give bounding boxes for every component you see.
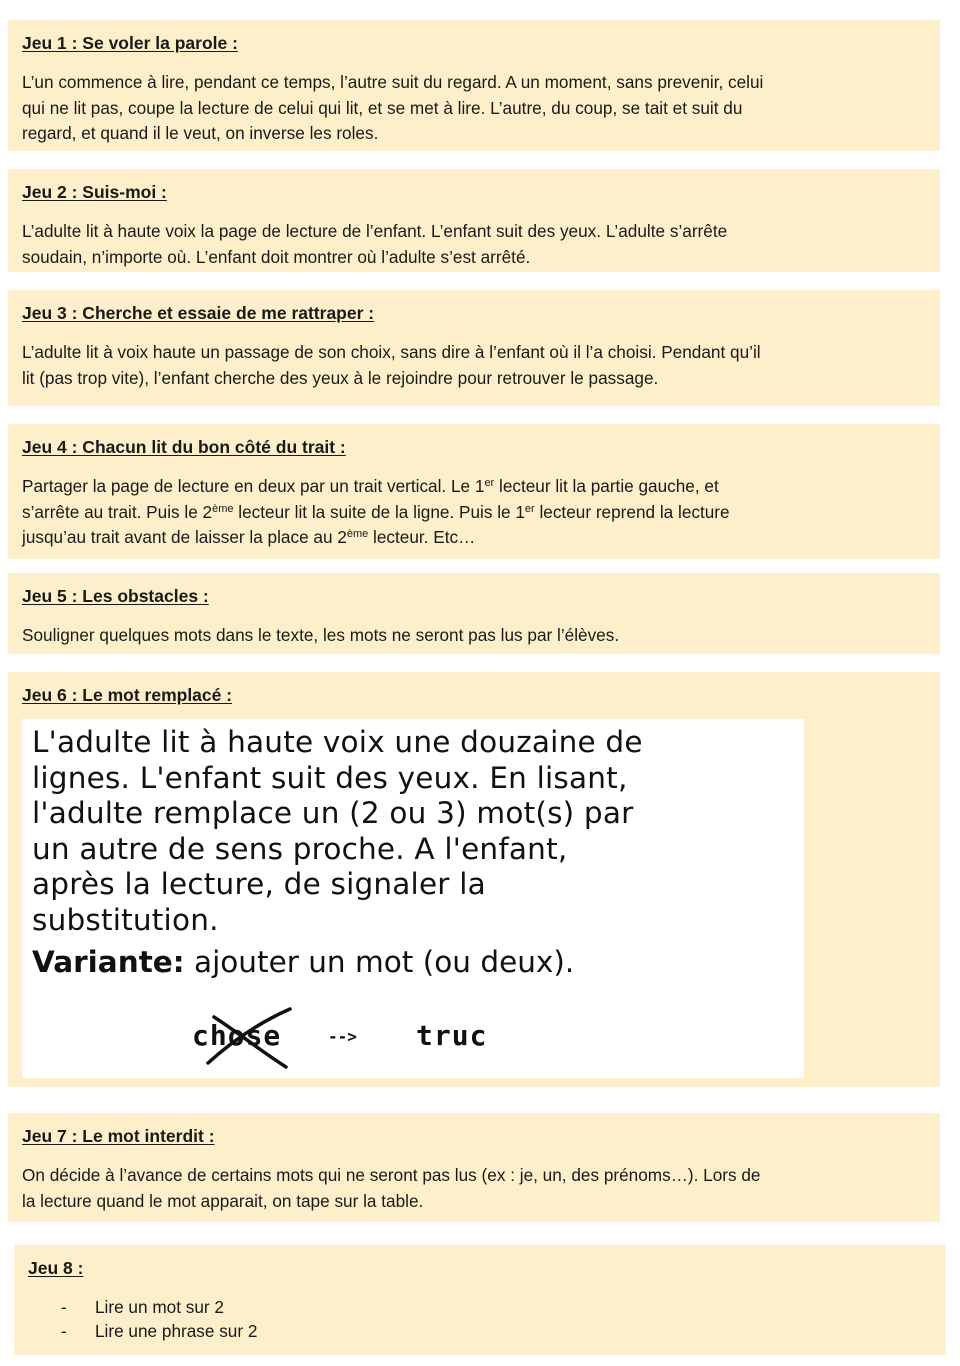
game-8-section [14, 1245, 946, 1355]
game-6-variant [32, 944, 804, 980]
cross-out-icon [200, 1005, 296, 1071]
image-text-line: un autre de sens proche. A l'enfant, [32, 831, 568, 866]
game-4-text: lecteur reprend la lecture [534, 501, 730, 522]
game-2-title: Jeu 2 : Suis-moi : [22, 182, 167, 202]
arrow-icon: --> [328, 1027, 357, 1046]
image-text-line: L'adulte lit à haute voix une douzaine de [32, 725, 643, 759]
game-2-line: L’adulte lit à haute voix la page de lecture de l’enfant. L’enfant suit des yeux. L’adulte s’arrête [22, 221, 728, 241]
game-6-section [8, 672, 940, 1087]
game-4-text: jusqu’au trait avant de laisser la place au 2 [22, 527, 347, 547]
ordinal-superscript: ème [212, 502, 234, 515]
substitution-example [192, 1015, 592, 1065]
game-4-description [22, 474, 926, 551]
game-5-description [22, 623, 926, 649]
game-1-line: qui ne lit pas, coupe la lecture de celui qui lit, et se met à lire. L’autre, du coup, se tait et suit du [22, 97, 743, 118]
game-3-line: lit (pas trop vite), l’enfant cherche des yeux à le rejoindre pour retrouver le passage. [22, 367, 659, 388]
game-7-description [22, 1163, 926, 1214]
game-5-section [8, 573, 940, 654]
game-5-line: Souligner quelques mots dans le texte, les mots ne seront pas lus par l’élèves. [22, 625, 620, 645]
variant-text: ajouter un mot (ou deux). [184, 945, 575, 979]
game-1-section [8, 20, 940, 151]
variant-label: Variante: [32, 945, 185, 979]
game-8-title: Jeu 8 : [28, 1258, 84, 1278]
game-7-line: la lecture quand le mot apparait, on tape sur la table. [22, 1190, 424, 1211]
game-8-list [28, 1295, 932, 1343]
image-text-line: lignes. L'enfant suit des yeux. En lisant, [32, 760, 628, 795]
bullet-dash: - [61, 1297, 67, 1317]
list-item [28, 1319, 932, 1343]
game-1-line: L’un commence à lire, pendant ce temps, l’autre suit du regard. A un moment, sans prevenir, celui [22, 72, 764, 92]
game-4-text: lecteur lit la suite de la ligne. Puis le 1 [233, 501, 525, 522]
game-7-title: Jeu 7 : Le mot interdit : [22, 1126, 215, 1146]
ordinal-superscript: er [524, 502, 535, 515]
game-1-line: regard, et quand il le veut, on inverse les roles. [22, 123, 379, 143]
game-2-line: soudain, n’importe où. L’enfant doit montrer où l’adulte s’est arrêté. [22, 246, 531, 267]
image-text-line: l'adulte remplace un (2 ou 3) mot(s) par [32, 796, 634, 830]
replacement-word: truc [416, 1019, 488, 1052]
game-6-image-text [32, 725, 804, 938]
list-item [28, 1295, 932, 1319]
game-4-text: lecteur lit la partie gauche, et [494, 476, 719, 496]
game-3-section [8, 290, 940, 406]
game-6-embedded-image [22, 719, 804, 1078]
game-3-description [22, 340, 926, 391]
crossed-word: chose [192, 1019, 282, 1052]
game-3-title: Jeu 3 : Cherche et essaie de me rattraper : [22, 303, 375, 323]
game-1-title: Jeu 1 : Se voler la parole : [22, 33, 238, 53]
game-4-title: Jeu 4 : Chacun lit du bon côté du trait : [22, 437, 346, 457]
game-2-section [8, 169, 940, 272]
image-text-line: substitution. [32, 902, 219, 937]
game-4-text: lecteur. Etc… [368, 527, 476, 547]
game-7-section [8, 1113, 940, 1222]
game-5-title: Jeu 5 : Les obstacles : [22, 586, 209, 606]
game-6-title: Jeu 6 : Le mot remplacé : [22, 685, 233, 705]
game-2-description [22, 219, 926, 270]
game-3-line: L’adulte lit à voix haute un passage de son choix, sans dire à l’enfant où il l’a choisi. Pendant qu’il [22, 342, 761, 362]
ordinal-superscript: er [484, 477, 495, 489]
game-1-description [22, 70, 926, 147]
ordinal-superscript: ème [346, 528, 369, 540]
image-text-line: après la lecture, de signaler la [32, 867, 486, 901]
game-4-text: Partager la page de lecture en deux par un trait vertical. Le 1 [22, 476, 485, 496]
game-7-line: On décide à l’avance de certains mots qui ne seront pas lus (ex : je, un, des prénoms…). Lors de [22, 1165, 761, 1185]
list-item-text: Lire une phrase sur 2 [95, 1321, 258, 1341]
game-4-section [8, 424, 940, 559]
list-item-text: Lire un mot sur 2 [95, 1297, 224, 1317]
game-4-text: s’arrête au trait. Puis le 2 [22, 501, 213, 522]
bullet-dash: - [61, 1321, 67, 1341]
